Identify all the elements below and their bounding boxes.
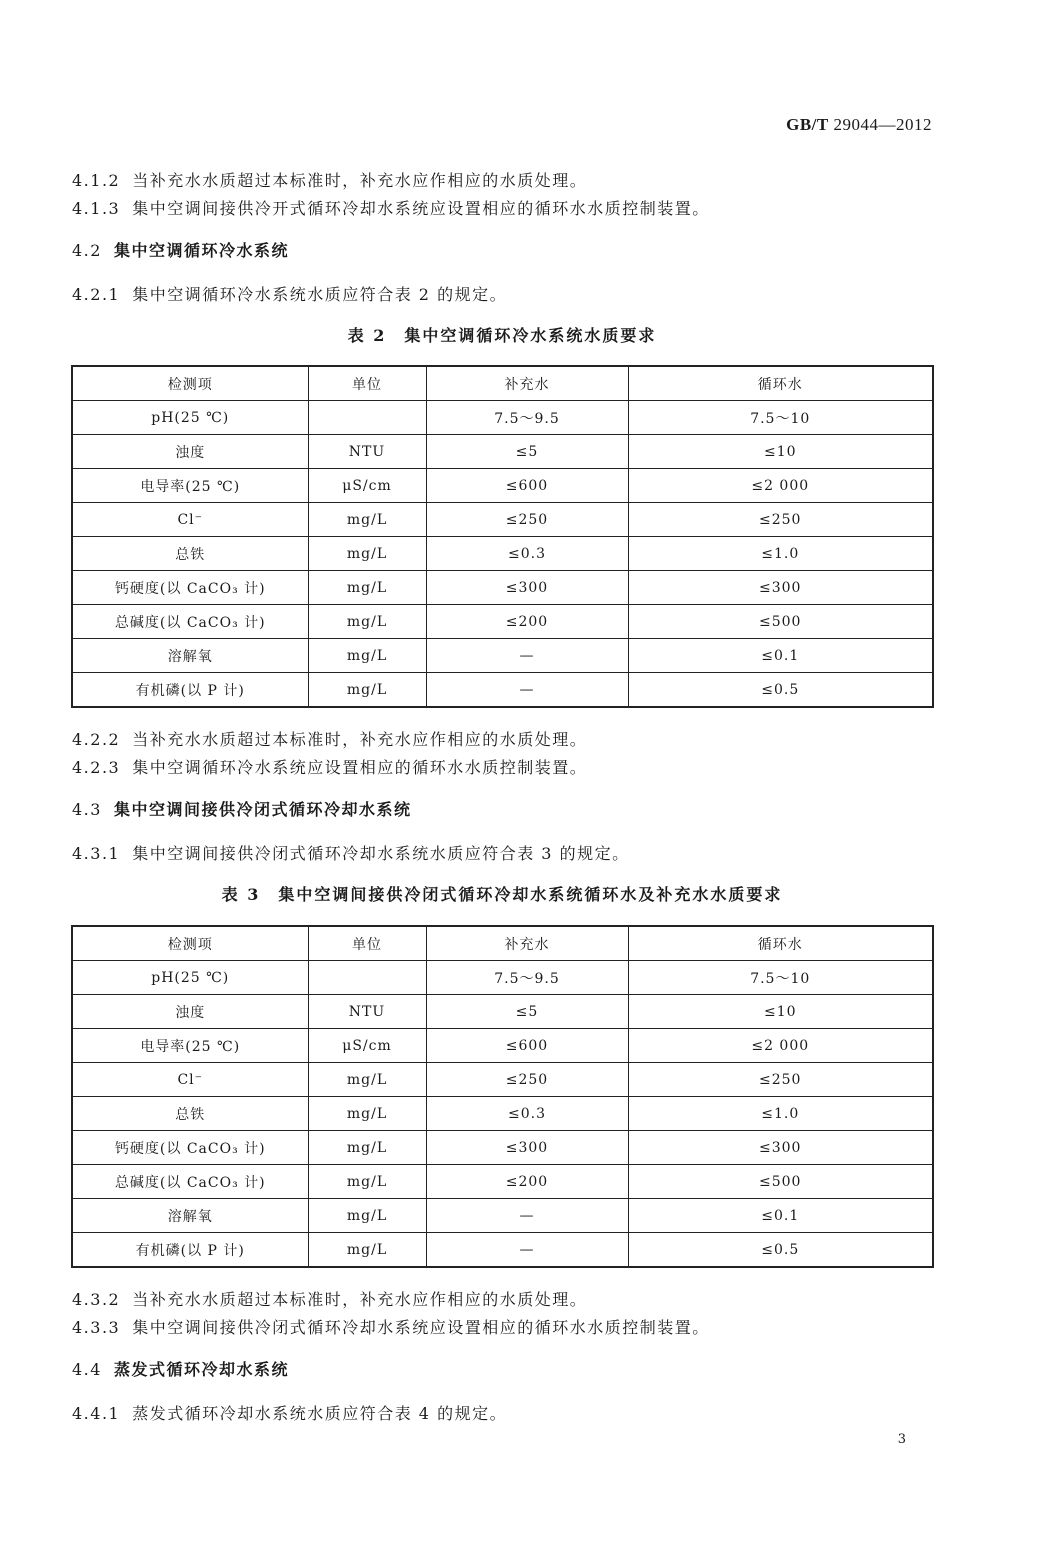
- clause-text: 当补充水水质超过本标准时，补充水应作相应的水质处理。: [132, 730, 588, 749]
- table-cell: ≤10: [628, 995, 933, 1029]
- table-cell: mg/L: [308, 639, 426, 673]
- table-cell: 有机磷(以 P 计): [72, 673, 308, 708]
- table-cell: ≤250: [628, 1063, 933, 1097]
- clause-number: 4.1.3: [72, 199, 121, 218]
- table-cell: Cl⁻: [72, 503, 308, 537]
- table-cell: ≤300: [628, 1131, 933, 1165]
- clause-number: 4.1.2: [72, 171, 121, 190]
- header-cell: 循环水: [628, 366, 933, 401]
- clause-4-1-2: [72, 168, 587, 191]
- header-cell: 检测项: [72, 366, 308, 401]
- clause-number: 4.3.2: [72, 1290, 121, 1309]
- clause-4-2-3: [72, 755, 587, 778]
- table-cell: mg/L: [308, 1131, 426, 1165]
- table-row: [72, 1131, 933, 1165]
- table-cell: ≤500: [628, 605, 933, 639]
- table-cell: mg/L: [308, 1063, 426, 1097]
- table-cell: 溶解氧: [72, 639, 308, 673]
- table-cell: ≤600: [426, 469, 628, 503]
- table-row: [72, 1097, 933, 1131]
- table-row: [72, 995, 933, 1029]
- table-cell: ≤300: [628, 571, 933, 605]
- table-cell: ≤0.1: [628, 1199, 933, 1233]
- table-cell: 总铁: [72, 537, 308, 571]
- section-number: 4.2: [72, 241, 102, 260]
- section-heading-4-4: [72, 1357, 289, 1380]
- table-cell: ≤300: [426, 1131, 628, 1165]
- section-number: 4.3: [72, 800, 102, 819]
- clause-4-2-2: [72, 727, 587, 750]
- clause-4-3-2: [72, 1287, 587, 1310]
- table-cell: [308, 401, 426, 435]
- standard-code-number: 29044—2012: [833, 115, 932, 134]
- table-row: [72, 571, 933, 605]
- clause-number: 4.2.2: [72, 730, 121, 749]
- clause-number: 4.2.3: [72, 758, 121, 777]
- table-header-row: [72, 926, 933, 961]
- table-cell: 7.5～10: [628, 401, 933, 435]
- header-cell: 检测项: [72, 926, 308, 961]
- header-cell: 单位: [308, 926, 426, 961]
- table-row: [72, 673, 933, 708]
- table-cell: [308, 961, 426, 995]
- clause-4-3-3: [72, 1315, 710, 1338]
- table-cell: ≤2 000: [628, 1029, 933, 1063]
- table-cell: 钙硬度(以 CaCO₃ 计): [72, 571, 308, 605]
- table-cell: 浊度: [72, 995, 308, 1029]
- table-cell: mg/L: [308, 605, 426, 639]
- clause-text: 集中空调循环冷水系统应设置相应的循环水水质控制装置。: [132, 758, 588, 777]
- clause-number: 4.3.1: [72, 844, 121, 863]
- section-number: 4.4: [72, 1360, 102, 1379]
- table-cell: ≤0.3: [426, 1097, 628, 1131]
- clause-4-1-3: [72, 196, 710, 219]
- table-row: [72, 1233, 933, 1268]
- table-cell: 有机磷(以 P 计): [72, 1233, 308, 1268]
- standard-code: [786, 115, 932, 135]
- table-row: [72, 1199, 933, 1233]
- table-cell: ≤200: [426, 1165, 628, 1199]
- table-row: [72, 401, 933, 435]
- table-cell: ≤0.5: [628, 673, 933, 708]
- table-cell: mg/L: [308, 673, 426, 708]
- table-cell: 7.5～10: [628, 961, 933, 995]
- table-cell: 浊度: [72, 435, 308, 469]
- table-cell: ≤2 000: [628, 469, 933, 503]
- table-cell: μS/cm: [308, 1029, 426, 1063]
- table-cell: 总碱度(以 CaCO₃ 计): [72, 1165, 308, 1199]
- table-cell: ≤200: [426, 605, 628, 639]
- table-cell: mg/L: [308, 1233, 426, 1268]
- page-number: 3: [897, 1432, 906, 1447]
- table-cell: 7.5～9.5: [426, 401, 628, 435]
- table-cell: ≤500: [628, 1165, 933, 1199]
- table-cell: ≤250: [426, 503, 628, 537]
- section-title: 集中空调循环冷水系统: [113, 241, 289, 260]
- header-cell: 循环水: [628, 926, 933, 961]
- header-cell: 补充水: [426, 926, 628, 961]
- table-cell: mg/L: [308, 1097, 426, 1131]
- clause-number: 4.4.1: [72, 1404, 121, 1423]
- table-row: [72, 469, 933, 503]
- clause-4-4-1: [72, 1401, 507, 1424]
- table-cell: ≤1.0: [628, 537, 933, 571]
- section-title: 集中空调间接供冷闭式循环冷却水系统: [113, 800, 412, 819]
- clause-text: 集中空调间接供冷开式循环冷却水系统应设置相应的循环水水质控制装置。: [132, 199, 710, 218]
- clause-number: 4.3.3: [72, 1318, 121, 1337]
- table-cell: mg/L: [308, 537, 426, 571]
- table-cell: 钙硬度(以 CaCO₃ 计): [72, 1131, 308, 1165]
- table-cell: 溶解氧: [72, 1199, 308, 1233]
- table-row: [72, 537, 933, 571]
- table-cell: ≤300: [426, 571, 628, 605]
- table-row: [72, 435, 933, 469]
- table-cell: ≤10: [628, 435, 933, 469]
- clause-4-3-1: [72, 841, 630, 864]
- table-cell: —: [426, 1199, 628, 1233]
- table-row: [72, 961, 933, 995]
- table-cell: ≤250: [628, 503, 933, 537]
- clause-text: 集中空调间接供冷闭式循环冷却水系统应设置相应的循环水水质控制装置。: [132, 1318, 710, 1337]
- table-cell: mg/L: [308, 1165, 426, 1199]
- table-header-row: [72, 366, 933, 401]
- table-cell: 总碱度(以 CaCO₃ 计): [72, 605, 308, 639]
- table-cell: ≤0.3: [426, 537, 628, 571]
- table-cell: ≤600: [426, 1029, 628, 1063]
- table-cell: NTU: [308, 435, 426, 469]
- table-3: [71, 925, 934, 1268]
- header-cell: 补充水: [426, 366, 628, 401]
- standard-code-prefix: GB/T: [786, 115, 829, 134]
- table-cell: 电导率(25 ℃): [72, 1029, 308, 1063]
- table-cell: ≤1.0: [628, 1097, 933, 1131]
- table-row: [72, 503, 933, 537]
- section-heading-4-2: [72, 238, 289, 261]
- table-cell: mg/L: [308, 1199, 426, 1233]
- clause-text: 当补充水水质超过本标准时，补充水应作相应的水质处理。: [132, 171, 588, 190]
- table-cell: mg/L: [308, 571, 426, 605]
- table-cell: mg/L: [308, 503, 426, 537]
- table-row: [72, 605, 933, 639]
- table-cell: ≤0.1: [628, 639, 933, 673]
- clause-text: 蒸发式循环冷却水系统水质应符合表 4 的规定。: [132, 1404, 508, 1423]
- clause-text: 当补充水水质超过本标准时，补充水应作相应的水质处理。: [132, 1290, 588, 1309]
- table-cell: ≤250: [426, 1063, 628, 1097]
- table-cell: —: [426, 1233, 628, 1268]
- table-cell: μS/cm: [308, 469, 426, 503]
- header-cell: 单位: [308, 366, 426, 401]
- table-row: [72, 1063, 933, 1097]
- table-cell: 总铁: [72, 1097, 308, 1131]
- table-2-title: 表 2 集中空调循环冷水系统水质要求: [347, 326, 657, 345]
- clause-number: 4.2.1: [72, 285, 121, 304]
- table-row: [72, 1029, 933, 1063]
- section-title: 蒸发式循环冷却水系统: [113, 1360, 289, 1379]
- table-cell: pH(25 ℃): [72, 961, 308, 995]
- clause-text: 集中空调间接供冷闭式循环冷却水系统水质应符合表 3 的规定。: [132, 844, 630, 863]
- table-cell: 电导率(25 ℃): [72, 469, 308, 503]
- table-2: [71, 365, 934, 708]
- table-row: [72, 639, 933, 673]
- table-cell: ≤5: [426, 995, 628, 1029]
- table-cell: ≤0.5: [628, 1233, 933, 1268]
- table-cell: —: [426, 673, 628, 708]
- table-cell: —: [426, 639, 628, 673]
- table-cell: ≤5: [426, 435, 628, 469]
- clause-text: 集中空调循环冷水系统水质应符合表 2 的规定。: [132, 285, 508, 304]
- table-3-title: 表 3 集中空调间接供冷闭式循环冷却水系统循环水及补充水水质要求: [221, 885, 783, 904]
- table-row: [72, 1165, 933, 1199]
- table-cell: pH(25 ℃): [72, 401, 308, 435]
- table-cell: NTU: [308, 995, 426, 1029]
- table-cell: 7.5～9.5: [426, 961, 628, 995]
- section-heading-4-3: [72, 797, 411, 820]
- table-cell: Cl⁻: [72, 1063, 308, 1097]
- clause-4-2-1: [72, 282, 507, 305]
